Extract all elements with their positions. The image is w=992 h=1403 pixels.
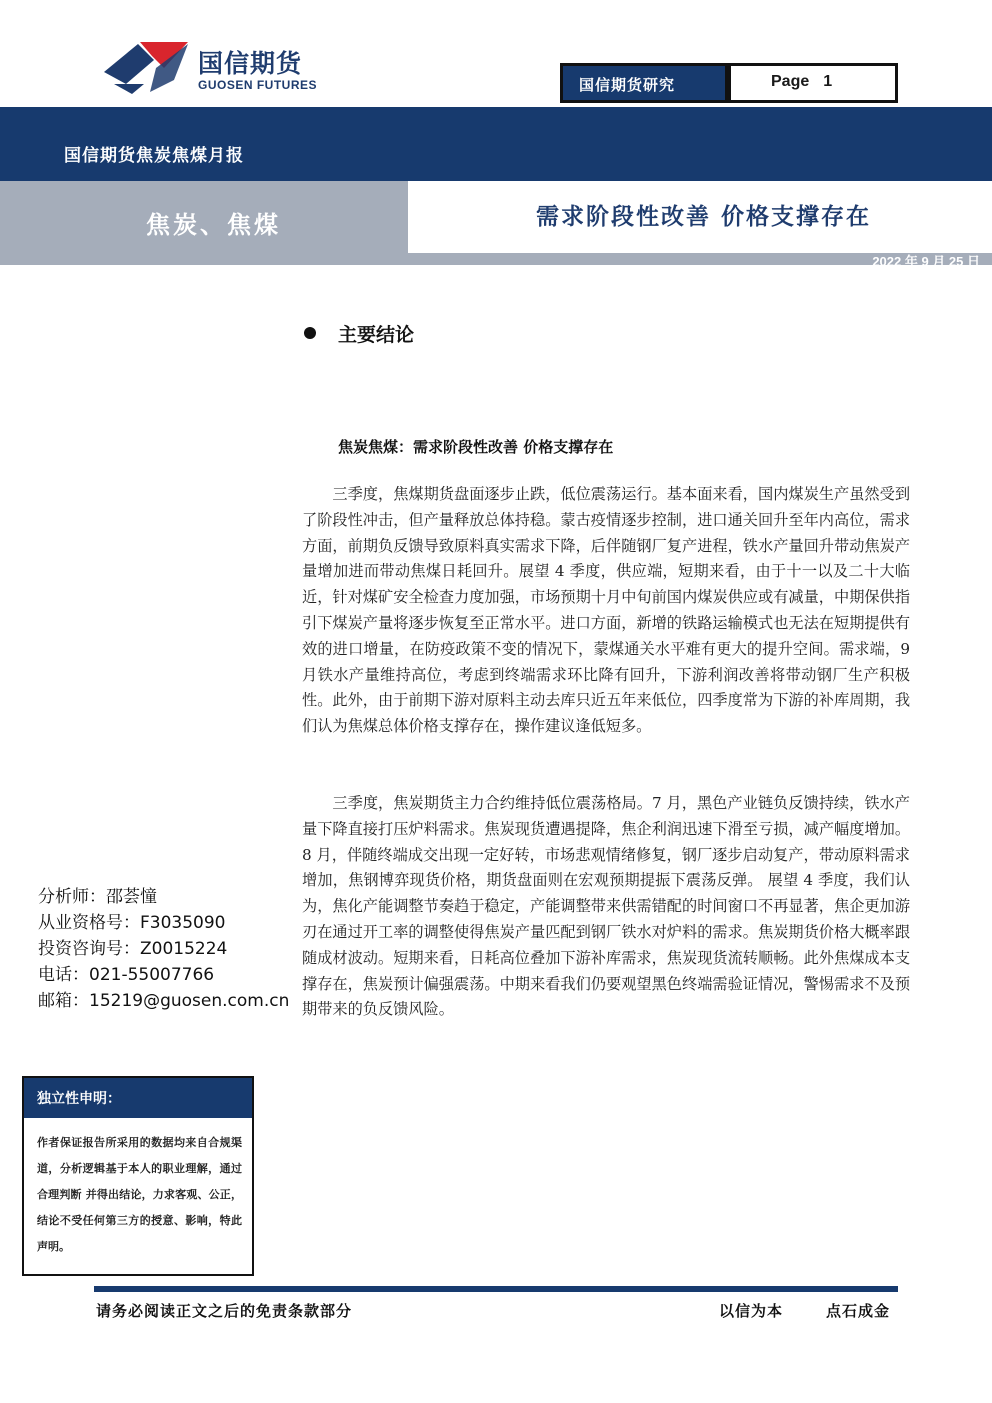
- paragraph-coke: 三季度，焦炭期货主力合约维持低位震荡格局。7 月，黑色产业链负反馈持续，铁水产量下降直接打压炉料需求。焦炭现货遭遇提降，焦企利润迅速下滑至亏损，减产幅度增加。8 月，伴随终端成交出现一定好转，市场悲观情绪修复，钢厂逐步启动复产，带动原料需求增加，焦钢博弈现货价格，期货盘面则在宏观预期提振下震荡反弹。 展望 4 季度，我们认为，焦化产能调整节奏趋于稳定，产能调整带来供需错配的时间窗口不再显著，焦企更加游刃在通过开工率的调整使得焦炭产量匹配到钢厂铁水对炉料的需求。焦炭期货价格大概率跟随成材波动。短期来看，日耗高位叠加下游补库需求，焦炭现货流转顺畅。此外焦煤成本支撑存在，焦炭预计偏强震荡。中期来看我们仍要观望黑色终端需验证情况，警惕需求不及预期带来的负反馈风险。: [302, 794, 910, 1019]
- page-label: Page: [771, 73, 810, 90]
- disclaimer-notice: 请务必阅读正文之后的免责条款部分: [96, 1302, 353, 1320]
- bullet-icon: [304, 327, 316, 339]
- section-title: 主要结论: [338, 324, 415, 346]
- logo-name-en: GUOSEN FUTURES: [198, 78, 318, 92]
- analyst-qualification: 从业资格号：F3035090: [38, 913, 226, 933]
- slogan-part-2: 点石成金: [826, 1302, 891, 1320]
- logo-name-cn: 国信期货: [198, 49, 303, 78]
- analyst-email: 邮箱：15219@guosen.com.cn: [38, 991, 290, 1011]
- company-logo: [104, 40, 324, 100]
- research-label: 国信期货研究: [560, 63, 728, 103]
- guosen-logo-icon: [104, 40, 194, 100]
- analyst-phone: 电话：021-55007766: [38, 965, 215, 985]
- analyst-consulting-number: 投资咨询号：Z0015224: [38, 939, 228, 959]
- headline-band: [408, 181, 992, 253]
- sector-band: [0, 181, 408, 253]
- title-band: [0, 107, 992, 181]
- analyst-name: 分析师：邵荟憧: [38, 887, 157, 907]
- slogan-part-1: 以信为本: [719, 1302, 784, 1320]
- page-number: 1: [823, 73, 833, 90]
- independence-declaration: [22, 1076, 254, 1276]
- section-heading: [304, 320, 414, 347]
- report-headline: 需求阶段性改善 价格支撑存在: [536, 203, 872, 230]
- analyst-info: [38, 884, 289, 1014]
- series-title: 国信期货焦炭焦煤月报: [64, 146, 244, 166]
- sector-title: 焦炭、焦煤: [146, 211, 281, 239]
- declaration-body: 作者保证报告所采用的数据均来自合规渠道，分析逻辑基于本人的职业理解，通过合理判断 并得出结论，力求客观、公正，结论不受任何第三方的授意、影响，特此声明。: [37, 1136, 242, 1253]
- subtitle: 焦炭焦煤：需求阶段性改善 价格支撑存在: [338, 438, 614, 456]
- paragraph-coking-coal: 三季度，焦煤期货盘面逐步止跌，低位震荡运行。基本面来看，国内煤炭生产虽然受到了阶段性冲击，但产量释放总体持稳。蒙古疫情逐步控制，进口通关回升至年内高位，需求方面，前期负反馈导致原料真实需求下降，后伴随钢厂复产进程，铁水产量回升带动焦炭产量增加进而带动焦煤日耗回升。展望 4 季度，供应端，短期来看，由于十一以及二十大临近，针对煤矿安全检查力度加强，市场预期十月中旬前国内煤炭供应或有减量，中期保供指引下煤炭产量将逐步恢复至正常水平。进口方面，新增的铁路运输模式也无法在短期提供有效的进口增量，在防疫政策不变的情况下，蒙煤通关水平难有更大的提升空间。需求端，9 月铁水产量维持高位，考虑到终端需求环比降有回升，下游利润改善将带动钢厂生产积极性。此外，由于前期下游对原料主动去库只近五年来低位，四季度常为下游的补库周期，我们认为焦煤总体价格支撑存在，操作建议逢低短多。: [302, 485, 910, 736]
- date-band: [0, 253, 992, 269]
- report-date: 2022 年 9 月 25 日: [872, 254, 980, 269]
- declaration-title: 独立性申明：: [24, 1078, 252, 1118]
- page-indicator: [728, 63, 898, 103]
- footer-divider: [94, 1286, 898, 1292]
